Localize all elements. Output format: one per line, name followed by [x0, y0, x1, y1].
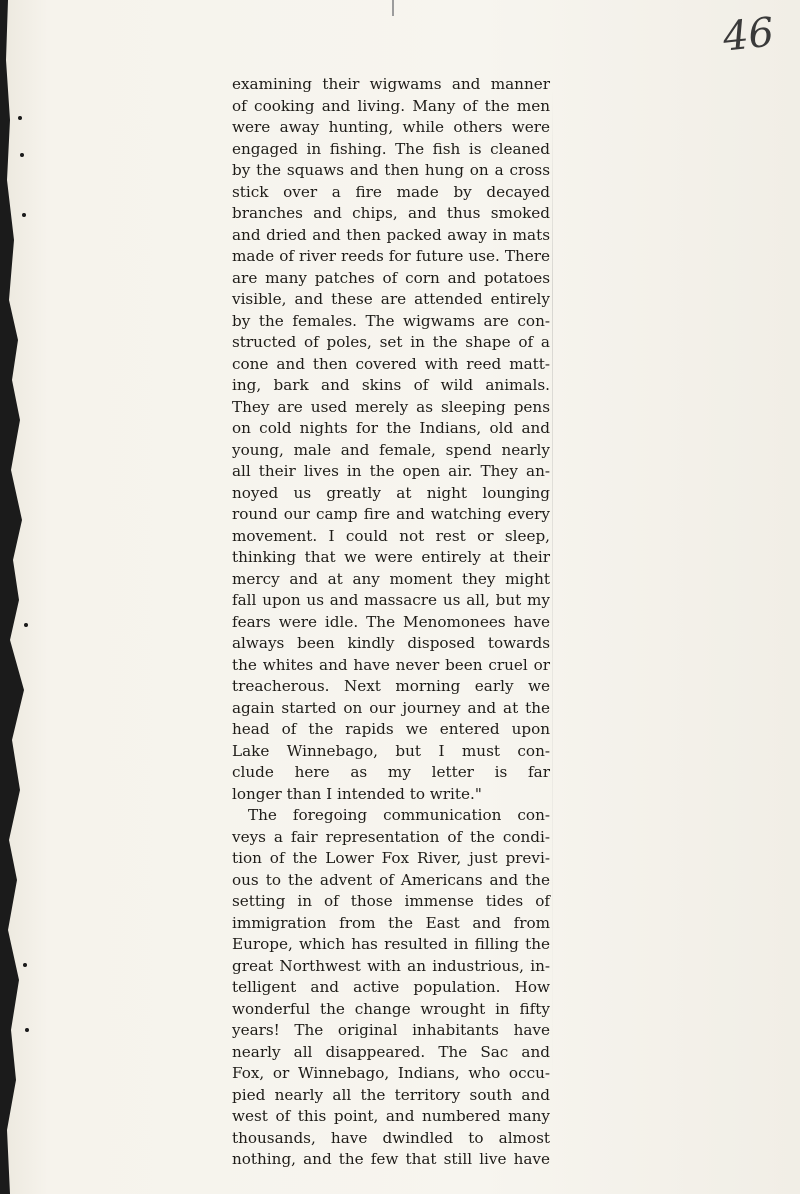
text-line: fall upon us and massacre us all, but my [232, 591, 550, 609]
text-line: visible, and these are attended entirely [232, 290, 550, 308]
text-line: were away hunting, while others were [232, 118, 550, 136]
text-line: structed of poles, set in the shape of a [232, 333, 550, 351]
text-line: longer than I intended to write." [232, 784, 482, 803]
text-line: treacherous. Next morning early we [232, 677, 550, 695]
text-line: engaged in fishing. The fish is cleaned [232, 139, 550, 158]
text-line: wonderful the change wrought in fifty [232, 999, 550, 1018]
text-line: Fox, or Winnebago, Indians, who occu- [232, 1064, 550, 1082]
text-line: tion of the Lower Fox River, just previ- [232, 849, 550, 867]
text-line: the whites and have never been cruel or [232, 655, 550, 674]
text-line: fears were idle. The Menomonees have [232, 612, 550, 631]
text-line: west of this point, and numbered many [232, 1107, 550, 1125]
text-line: ing, bark and skins of wild animals. [232, 376, 550, 394]
text-line: made of river reeds for future use. There [232, 247, 550, 265]
text-line: clude here as my letter is far [232, 763, 550, 781]
text-line: movement. I could not rest or sleep, [232, 526, 550, 545]
text-line: nothing, and the few that still live have [232, 1150, 550, 1168]
paragraph-start-line: The foregoing communication con- [248, 806, 550, 824]
text-line: Lake Winnebago, but I must con- [232, 741, 550, 760]
text-line: are many patches of corn and potatoes [232, 268, 550, 287]
text-line: round our camp fire and watching every [232, 505, 550, 523]
text-line: setting in of those immense tides of [232, 892, 550, 910]
text-line: noyed us greatly at night lounging [232, 483, 550, 502]
text-line: ous to the advent of Americans and the [232, 870, 550, 889]
text-line: great Northwest with an industrious, in- [232, 956, 550, 975]
column-rule [552, 90, 553, 1090]
text-line: and dried and then packed away in mats [232, 225, 550, 244]
text-line: all their lives in the open air. They an- [232, 462, 550, 480]
text-line: always been kindly disposed towards [232, 634, 550, 652]
text-line: years! The original inhabitants have [232, 1021, 550, 1039]
top-crop-mark [392, 0, 394, 16]
text-line: They are used merely as sleeping pens [232, 397, 550, 416]
text-line: nearly all disappeared. The Sac and [232, 1042, 550, 1061]
article-column [232, 74, 550, 1171]
text-line: by the females. The wigwams are con- [232, 311, 550, 330]
text-line: mercy and at any moment they might [232, 569, 550, 588]
torn-left-edge [0, 0, 32, 1194]
text-line: by the squaws and then hung on a cross [232, 161, 550, 179]
text-line: Europe, which has resulted in filling the [232, 935, 550, 953]
handwritten-page-number: 46 [720, 9, 777, 61]
text-line: examining their wigwams and manner [232, 75, 550, 93]
text-line: stick over a fire made by decayed [232, 182, 550, 201]
text-line: of cooking and living. Many of the men [232, 96, 550, 115]
text-line: thinking that we were entirely at their [232, 548, 550, 566]
text-line: cone and then covered with reed matt- [232, 354, 550, 373]
text-line: again started on our journey and at the [232, 698, 550, 717]
text-line: telligent and active population. How [232, 978, 550, 996]
text-line: on cold nights for the Indians, old and [232, 419, 550, 437]
text-line: veys a fair representation of the condi- [232, 827, 550, 846]
text-line: head of the rapids we entered upon [232, 720, 550, 738]
text-line: pied nearly all the territory south and [232, 1085, 550, 1104]
text-line: thousands, have dwindled to almost [232, 1128, 550, 1147]
text-line: young, male and female, spend nearly [232, 440, 550, 459]
text-line: immigration from the East and from [232, 913, 550, 932]
text-line: branches and chips, and thus smoked [232, 204, 550, 222]
